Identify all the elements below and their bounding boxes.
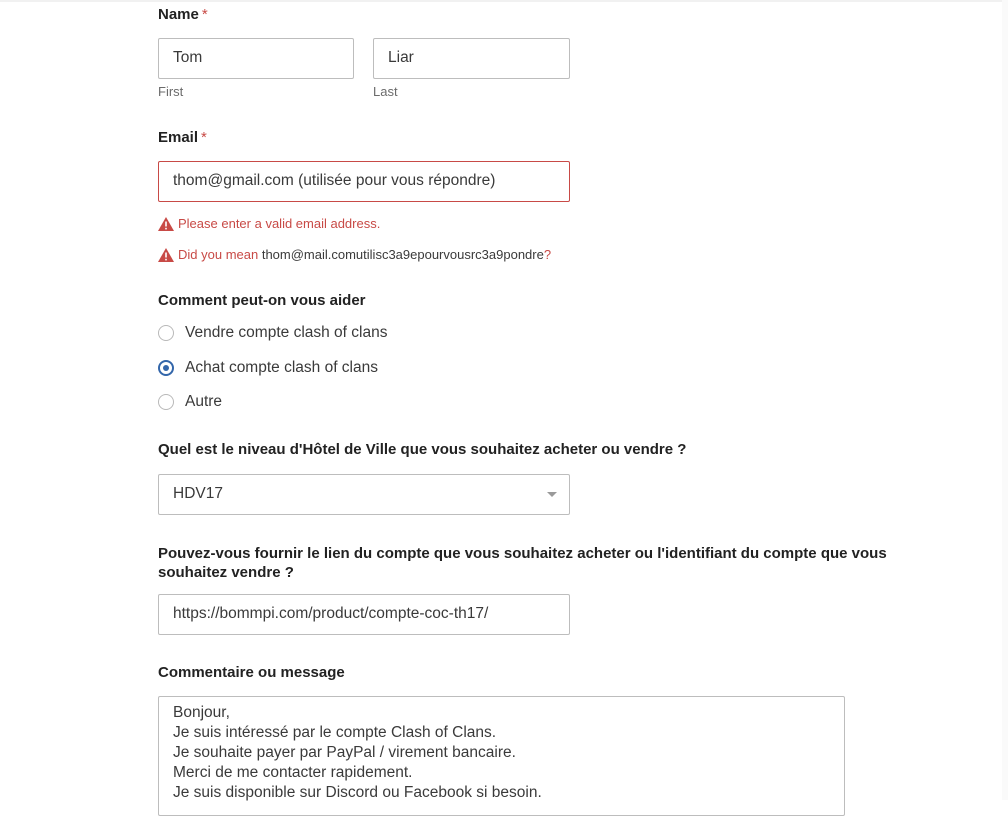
name-label-text: Name — [158, 6, 199, 23]
radio-button-checked[interactable] — [158, 360, 174, 376]
warning-icon — [158, 217, 174, 231]
radio-option-vendre[interactable] — [158, 324, 387, 342]
email-suggestion-suffix: ? — [543, 247, 552, 262]
required-mark: * — [201, 129, 207, 146]
email-error-invalid — [158, 216, 380, 231]
required-mark: * — [201, 6, 208, 23]
email-error-suggestion — [158, 247, 551, 262]
scrollbar[interactable] — [1002, 0, 1008, 800]
help-question-label: Comment peut-on vous aider — [158, 292, 366, 309]
last-name-value: Liar — [388, 49, 414, 66]
radio-option-label: Autre — [185, 393, 223, 410]
account-link-value: https://bommpi.com/product/compte-coc-th17/ — [173, 605, 489, 622]
email-value: thom@gmail.com (utilisée pour vous répondre) — [173, 172, 496, 189]
warning-icon — [158, 248, 174, 262]
email-suggestion-prefix: Did you mean — [178, 247, 262, 262]
link-question-label-line1: Pouvez-vous fournir le lien du compte que vous souhaitez acheter ou l'identifiant du compte que vous — [158, 545, 887, 562]
townhall-selected-value: HDV17 — [173, 485, 223, 502]
townhall-question-label: Quel est le niveau d'Hôtel de Ville que vous souhaitez acheter ou vendre ? — [158, 441, 687, 458]
name-label — [158, 6, 208, 23]
link-question-label-line2: souhaitez vendre ? — [158, 564, 294, 581]
message-textarea[interactable]: Bonjour, Je suis intéressé par le compte Clash of Clans. Je souhaite payer par PayPal / virement bancaire. Merci de me contacter rapidement. Je suis disponible sur Discord ou Facebook si besoin. — [158, 696, 845, 816]
first-name-sublabel: First — [158, 84, 184, 99]
message-label: Commentaire ou message — [158, 664, 345, 681]
email-input[interactable] — [158, 161, 570, 202]
radio-option-autre[interactable] — [158, 393, 222, 411]
radio-button[interactable] — [158, 394, 174, 410]
chevron-down-icon — [547, 492, 557, 497]
townhall-select[interactable] — [158, 474, 570, 515]
account-link-input[interactable] — [158, 594, 570, 635]
last-name-input[interactable] — [373, 38, 570, 79]
radio-option-achat[interactable] — [158, 359, 378, 377]
email-label-text: Email — [158, 129, 199, 146]
first-name-input[interactable] — [158, 38, 354, 79]
radio-option-label: Vendre compte clash of clans — [185, 324, 388, 341]
email-error-invalid-text: Please enter a valid email address. — [178, 216, 381, 231]
email-label — [158, 129, 207, 146]
top-divider — [0, 0, 1008, 2]
last-name-sublabel: Last — [373, 84, 398, 99]
first-name-value: Tom — [173, 49, 203, 66]
radio-button[interactable] — [158, 325, 174, 341]
link-question-label — [158, 544, 887, 582]
radio-option-label: Achat compte clash of clans — [185, 359, 378, 376]
email-suggestion-link[interactable]: thom@mail.comutilisc3a9epourvousrc3a9pondre — [261, 247, 544, 262]
